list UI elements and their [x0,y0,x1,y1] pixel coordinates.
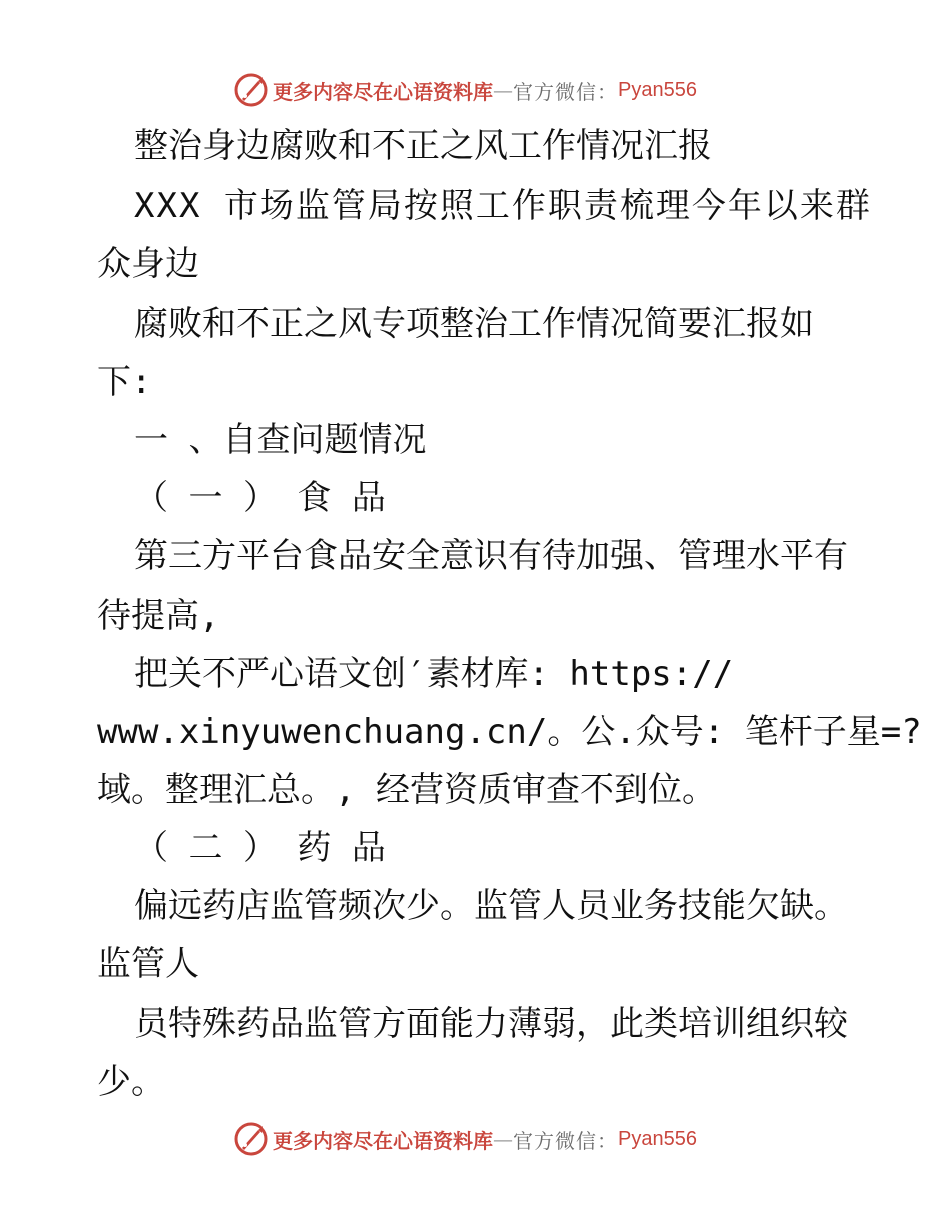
banner-wechat-id: Pyan556 [618,1127,697,1150]
subsection-heading-food: （ 一 ） 食 品 [134,478,386,518]
subsection-heading-drugs: （ 二 ） 药 品 [134,828,386,868]
paragraph-line: XXX 市场监管局按照工作职责梳理今年以来群 [134,186,872,226]
paragraph-line: 员特殊药品监管方面能力薄弱，此类培训组织较 [134,1004,848,1044]
paragraph-line: 域。整理汇总。, 经营资质审查不到位。 [97,770,716,810]
footer-watermark-banner [233,1121,697,1157]
paragraph-line: 第三方平台食品安全意识有待加强、管理水平有 [134,536,848,576]
banner-wechat-label: 官方微信： [513,1128,618,1153]
paragraph-line: 偏远药店监管频次少。监管人员业务技能欠缺。 [134,886,848,926]
banner-main-text: 更多内容尽在心语资料库 [273,79,493,104]
paragraph-line: 待提高, [97,596,220,636]
paragraph-line: www.xinyuwenchuang.cn/。公.众号: 笔杆子星=? [97,712,922,752]
section-heading: 一 、自查问题情况 [134,420,427,460]
paragraph-line: 腐败和不正之风专项整治工作情况简要汇报如 [134,304,814,344]
quill-logo-icon [233,1121,269,1157]
paragraph-line: 少。 [97,1062,165,1102]
header-watermark-banner [233,72,697,108]
banner-wechat-label: 官方微信： [513,79,618,104]
paragraph-line: 下: [97,362,152,402]
quill-logo-icon [233,72,269,108]
paragraph-line: 众身边 [97,244,199,284]
banner-main-text: 更多内容尽在心语资料库 [273,1128,493,1153]
banner-wechat-id: Pyan556 [618,78,697,101]
paragraph-line: 把关不严心语文创′素材库: https:// [134,654,734,694]
banner-dash: — [493,78,513,102]
banner-dash: — [493,1127,513,1151]
document-title: 整治身边腐败和不正之风工作情况汇报 [134,126,712,166]
paragraph-line: 监管人 [97,944,199,984]
